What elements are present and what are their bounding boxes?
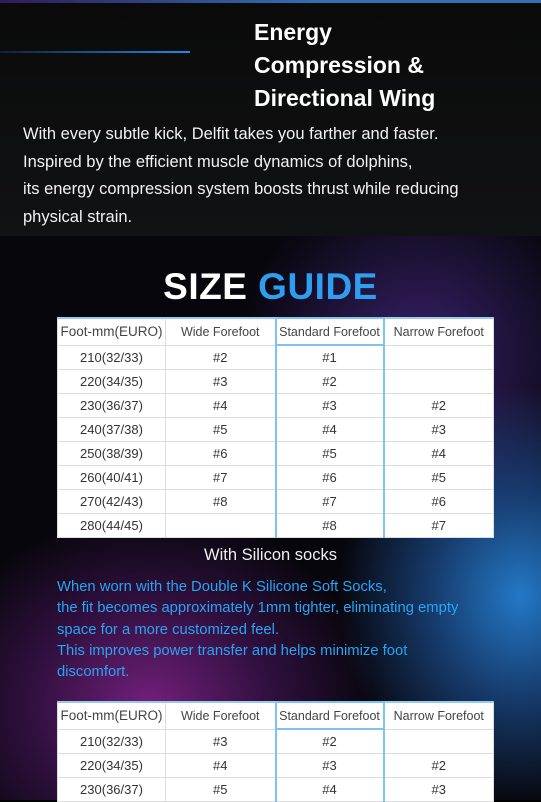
table-row	[58, 394, 494, 418]
size-cell: #6	[166, 442, 276, 466]
socks-description-line: discomfort.	[57, 664, 130, 681]
column-header: Foot-mm(EURO)	[58, 702, 166, 729]
socks-description-line: When worn with the Double K Silicone Soft Socks,	[57, 579, 387, 595]
table-row	[58, 778, 494, 802]
table-row	[58, 490, 494, 514]
size-cell: #7	[384, 514, 494, 538]
size-cell: #2	[384, 394, 494, 418]
size-cell: #5	[166, 418, 276, 442]
size-cell: #5	[166, 778, 276, 802]
size-cell	[384, 370, 494, 394]
description-line: With every subtle kick, Delfit takes you farther and faster.	[23, 125, 439, 143]
size-cell: #4	[166, 394, 276, 418]
table-row	[58, 514, 494, 538]
size-cell: #4	[276, 778, 384, 802]
size-cell: #4	[166, 754, 276, 778]
size-guide-title	[0, 266, 541, 308]
foot-size-cell: 230(36/37)	[58, 778, 166, 802]
heading-line: Energy	[254, 19, 332, 45]
foot-size-cell: 220(34/35)	[58, 370, 166, 394]
size-cell: #3	[276, 394, 384, 418]
description-line: its energy compression system boosts thrust while reducing	[23, 180, 459, 198]
size-cell: #3	[384, 778, 494, 802]
foot-size-cell: 270(42/43)	[58, 490, 166, 514]
foot-size-cell: 260(40/41)	[58, 466, 166, 490]
feature-description	[23, 121, 523, 231]
size-cell: #5	[384, 466, 494, 490]
description-line: physical strain.	[23, 207, 133, 226]
table-row	[58, 754, 494, 778]
size-cell: #7	[166, 466, 276, 490]
foot-size-cell: 250(38/39)	[58, 442, 166, 466]
table-row	[58, 370, 494, 394]
foot-size-cell: 210(32/33)	[58, 345, 166, 370]
size-cell: #3	[384, 418, 494, 442]
table-row	[58, 466, 494, 490]
size-cell	[384, 729, 494, 754]
table-row	[58, 729, 494, 754]
size-cell: #7	[276, 490, 384, 514]
heading-line: Directional Wing	[254, 85, 436, 111]
column-header: Wide Forefoot	[166, 318, 276, 345]
table-row	[58, 345, 494, 370]
socks-description-line: This improves power transfer and helps minimize foot	[57, 642, 408, 659]
size-cell: #3	[166, 370, 276, 394]
top-accent-line	[0, 0, 541, 3]
socks-description-line: space for a more customized feel.	[57, 621, 280, 638]
column-header: Narrow Forefoot	[384, 702, 494, 729]
size-cell	[166, 514, 276, 538]
size-cell: #6	[384, 490, 494, 514]
feature-heading	[254, 16, 524, 115]
column-header: Wide Forefoot	[166, 702, 276, 729]
foot-size-cell: 240(37/38)	[58, 418, 166, 442]
size-cell: #2	[276, 729, 384, 754]
heading-line: Compression &	[254, 52, 424, 78]
size-cell: #2	[166, 345, 276, 370]
foot-size-cell: 280(44/45)	[58, 514, 166, 538]
silicon-socks-description	[57, 577, 527, 683]
size-cell: #2	[384, 754, 494, 778]
table-row	[58, 442, 494, 466]
size-cell: #8	[166, 490, 276, 514]
silicon-socks-title: With Silicon socks	[204, 546, 337, 564]
column-header: Standard Forefoot	[276, 702, 384, 729]
table-row	[58, 418, 494, 442]
size-cell: #3	[166, 729, 276, 754]
size-cell: #3	[276, 754, 384, 778]
socks-description-line: the fit becomes approximately 1mm tighter, eliminating empty	[57, 600, 459, 617]
foot-size-cell: 230(36/37)	[58, 394, 166, 418]
foot-size-cell: 210(32/33)	[58, 729, 166, 754]
table-header-row	[58, 702, 494, 729]
size-guide-table	[57, 317, 494, 538]
column-header: Standard Forefoot	[276, 318, 384, 345]
size-cell: #5	[276, 442, 384, 466]
size-cell	[384, 345, 494, 370]
size-cell: #1	[276, 345, 384, 370]
blue-divider-line	[0, 51, 190, 53]
foot-size-cell: 220(34/35)	[58, 754, 166, 778]
silicon-socks-size-table	[57, 701, 494, 802]
size-cell: #6	[276, 466, 384, 490]
column-header: Narrow Forefoot	[384, 318, 494, 345]
size-guide-title-blue: GUIDE	[258, 266, 378, 307]
size-cell: #4	[384, 442, 494, 466]
size-cell: #4	[276, 418, 384, 442]
description-line: Inspired by the efficient muscle dynamics of dolphins,	[23, 152, 413, 171]
size-cell: #8	[276, 514, 384, 538]
column-header: Foot-mm(EURO)	[58, 318, 166, 345]
size-guide-title-white: SIZE	[163, 266, 248, 307]
size-cell: #2	[276, 370, 384, 394]
table-header-row	[58, 318, 494, 345]
intro-section	[0, 0, 541, 236]
